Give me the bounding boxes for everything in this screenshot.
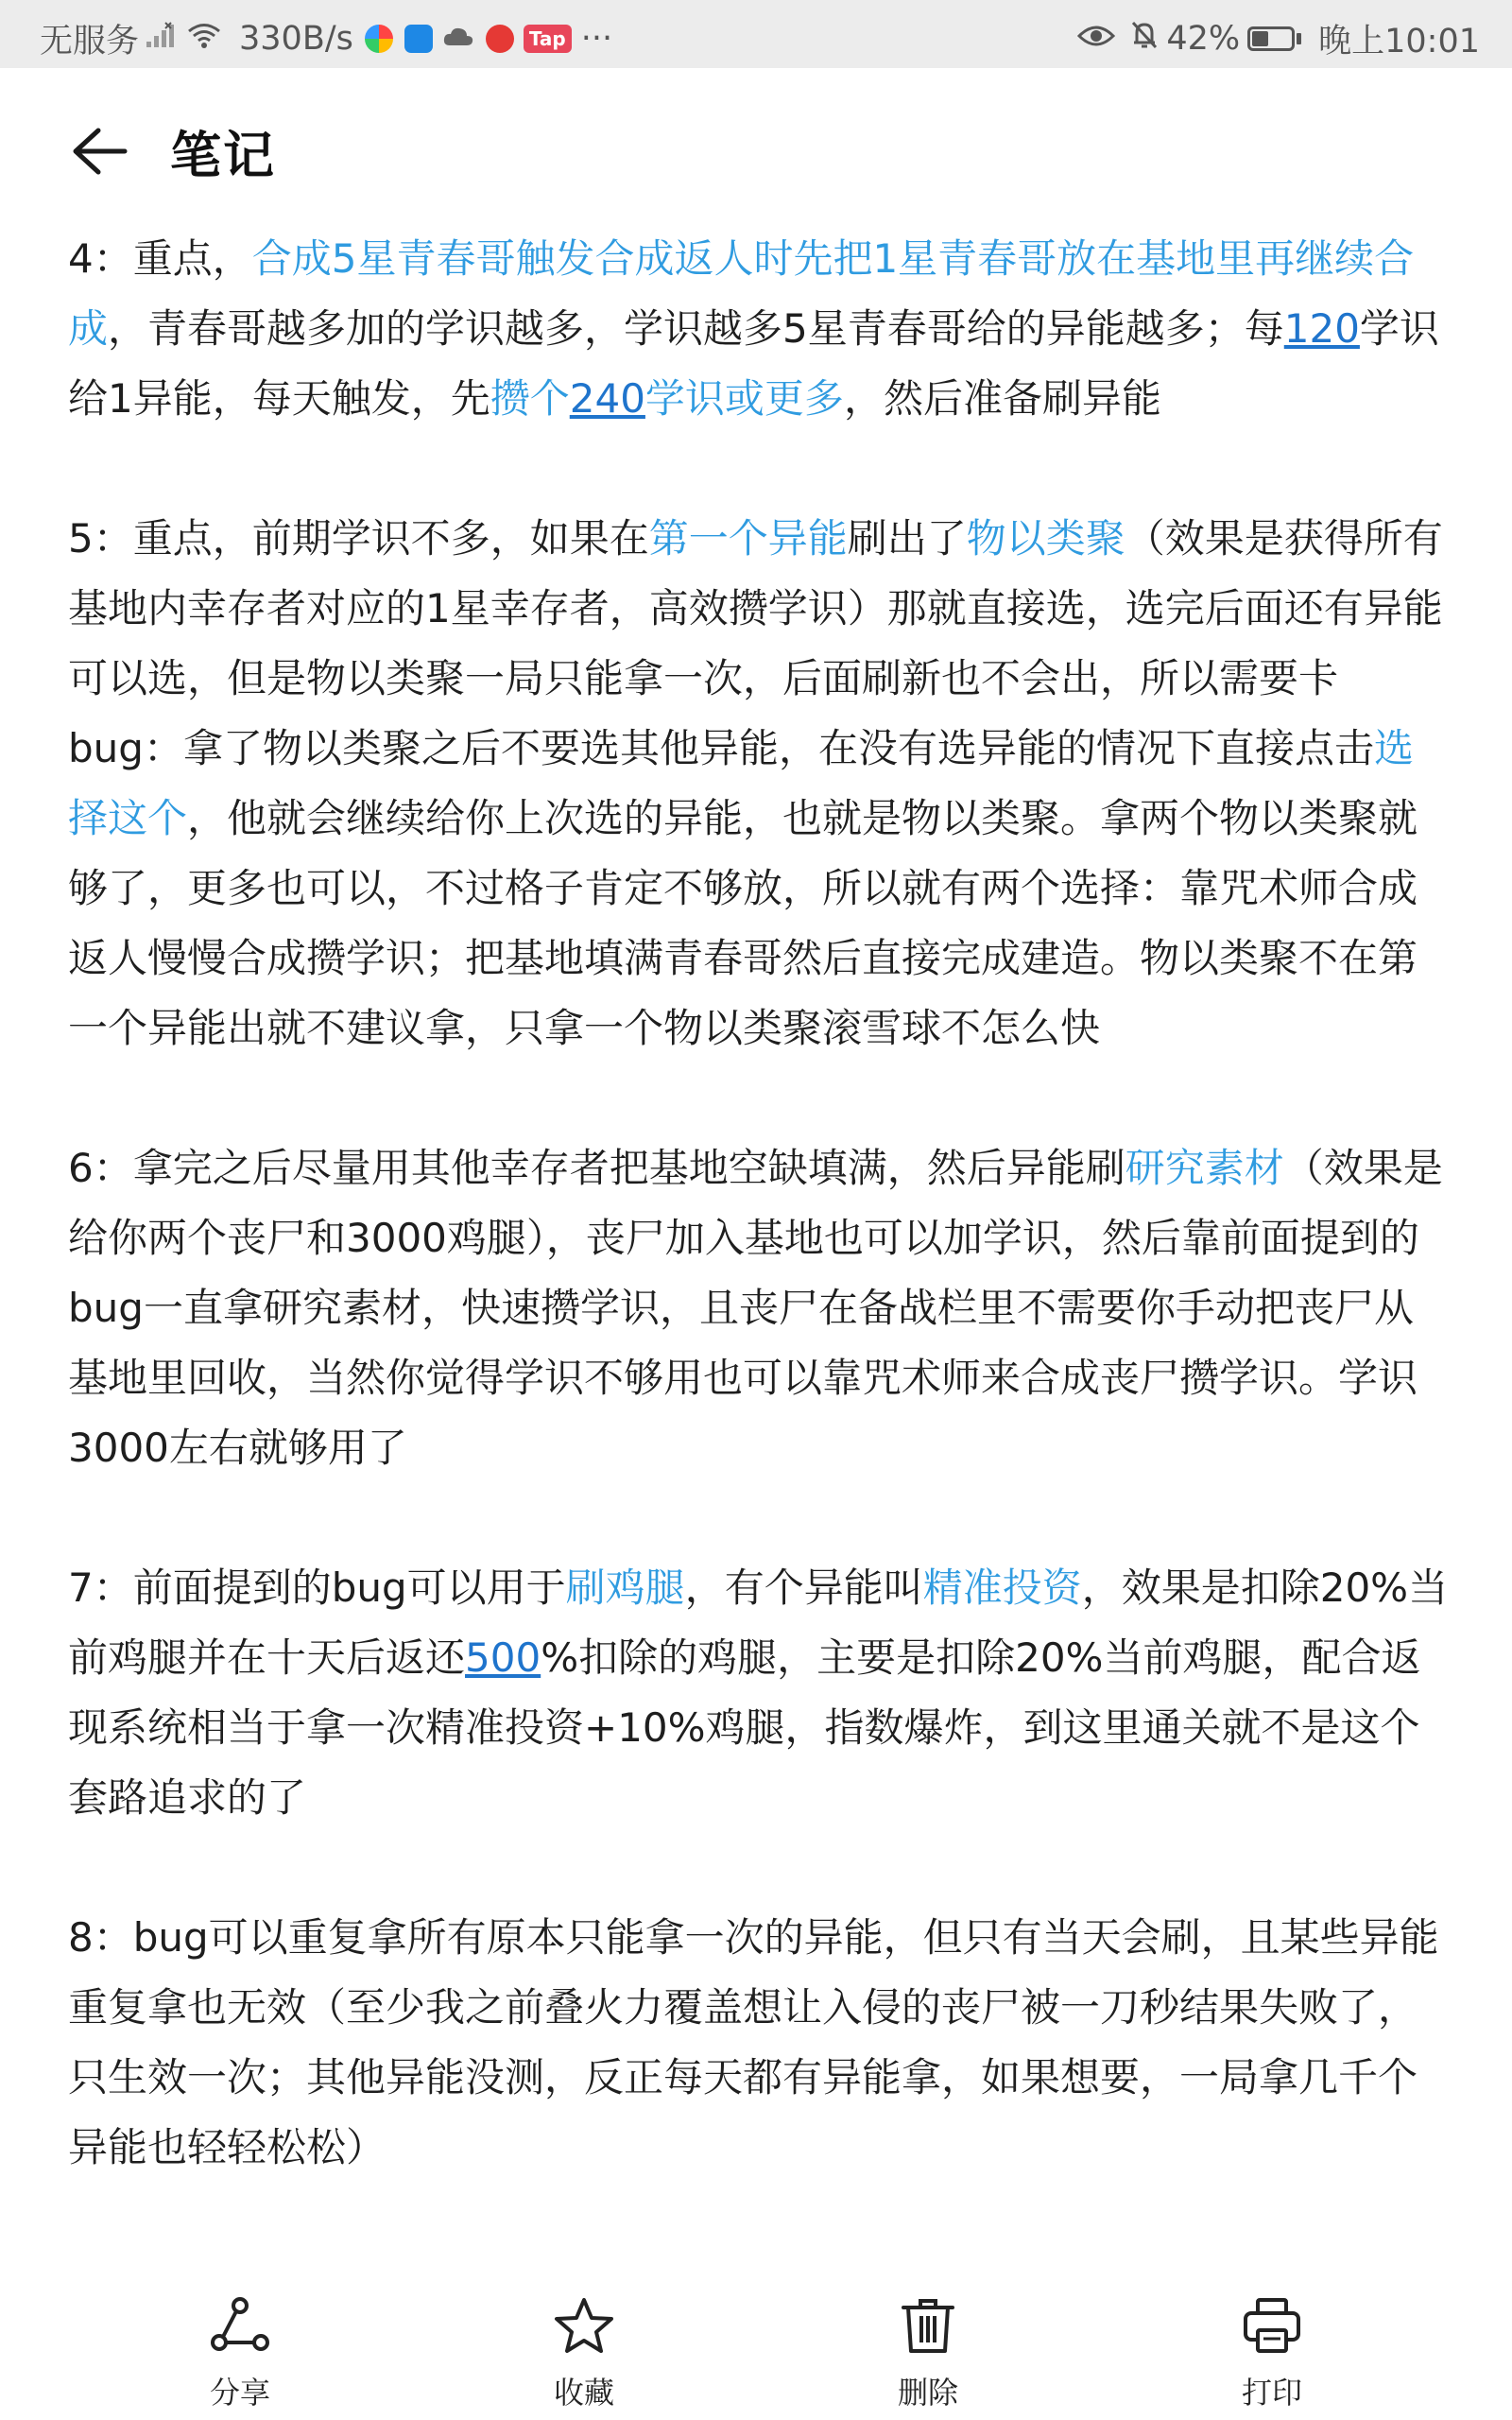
keyword-link[interactable]: 选择这个 xyxy=(68,725,1414,841)
battery-icon xyxy=(1247,26,1295,51)
keyword-link[interactable]: 物以类聚 xyxy=(966,515,1125,562)
note-text: 8：bug可以重复拿所有原本只能拿一次的异能，但只有当天会刷，且某些异能重复拿也无效（至少我之前叠火力覆盖想让入侵的丧尸被一刀秒结果失败了，只生效一次；其他异能没测，反正每天都有异能拿，如果想要，一局拿几千个异能也轻轻松松） xyxy=(68,1914,1439,2170)
number-link[interactable]: 240 xyxy=(569,375,645,422)
note-text: 4：重点， xyxy=(68,235,252,282)
note-content xyxy=(68,224,1452,2183)
header xyxy=(0,68,1512,229)
note-paragraph xyxy=(68,1553,1452,1833)
battery-tip xyxy=(1297,33,1301,44)
note-text: 学识给1异能，每天触发，先 xyxy=(68,305,1439,422)
note-paragraph xyxy=(68,504,1452,1063)
keyword-link[interactable]: 攒个 xyxy=(490,375,570,422)
note-text: 6：拿完之后尽量用其他幸存者把基地空缺填满，然后异能刷 xyxy=(68,1145,1125,1191)
share-label: 分享 xyxy=(209,2375,270,2411)
print-label: 打印 xyxy=(1241,2375,1302,2411)
number-link[interactable]: 500 xyxy=(465,1634,541,1681)
share-icon xyxy=(210,2297,270,2354)
status-left xyxy=(40,15,612,62)
page-title: 笔记 xyxy=(170,126,276,185)
favorite-button[interactable] xyxy=(490,2297,679,2412)
wifi-icon xyxy=(186,20,222,58)
app-icon-netease xyxy=(486,25,514,53)
note-text: ，有个异能叫 xyxy=(684,1564,923,1611)
printer-icon xyxy=(1242,2297,1302,2354)
status-bar xyxy=(0,0,1512,68)
mute-bell-icon xyxy=(1130,20,1159,59)
more-notifications-icon: ··· xyxy=(580,20,613,58)
battery-level xyxy=(1252,31,1268,46)
carrier-text: 无服务 xyxy=(40,23,140,60)
note-paragraph xyxy=(68,1903,1452,2183)
note-text: %扣除的鸡腿，主要是扣除20%当前鸡腿，配合返现系统相当于拿一次精准投资+10%鸡腿，指数爆炸，到这里通关就不是这个套路追求的了 xyxy=(68,1634,1421,1821)
eye-icon xyxy=(1077,20,1115,58)
clock: 晚上10:01 xyxy=(1318,23,1480,60)
signal-icon xyxy=(145,20,177,58)
delete-label: 删除 xyxy=(897,2375,958,2411)
status-right xyxy=(1077,15,1480,62)
keyword-link[interactable]: 合成5星青春哥触发合成返人时先把1星青春哥放在基地里再继续合成 xyxy=(68,235,1415,352)
number-link[interactable]: 120 xyxy=(1283,305,1360,352)
network-speed: 330B/s xyxy=(239,20,353,58)
star-icon xyxy=(554,2297,614,2354)
note-text: 刷出了 xyxy=(847,515,967,562)
delete-button[interactable] xyxy=(833,2297,1022,2412)
keyword-link[interactable]: 精准投资 xyxy=(922,1564,1082,1611)
keyword-link[interactable]: 学识或更多 xyxy=(644,375,844,422)
keyword-link[interactable]: 刷鸡腿 xyxy=(565,1564,685,1611)
app-icon-colorful xyxy=(365,25,393,53)
share-button[interactable] xyxy=(146,2297,335,2412)
tap-app-icon: Tap xyxy=(524,25,572,53)
note-text: ，他就会继续给你上次选的异能，也就是物以类聚。拿两个物以类聚就够了，更多也可以，不过格子肯定不够放，所以就有两个选择：靠咒术师合成返人慢慢合成攒学识；把基地填满青春哥然后直接完成建造。物以类聚不在第一个异能出就不建议拿，只拿一个物以类聚滚雪球不怎么快 xyxy=(68,795,1418,1051)
note-paragraph xyxy=(68,224,1452,434)
note-text: ，然后准备刷异能 xyxy=(843,375,1161,422)
note-text: 7：前面提到的bug可以用于 xyxy=(68,1564,566,1611)
keyword-link[interactable]: 研究素材 xyxy=(1125,1145,1284,1191)
print-button[interactable] xyxy=(1177,2297,1366,2412)
note-text: （效果是获得所有基地内幸存者对应的1星幸存者，高效攒学识）那就直接选，选完后面还有异能可以选，但是物以类聚一局只能拿一次，后面刷新也不会出，所以需要卡bug：拿了物以类聚之后不要选其他异能，在没有选异能的情况下直接点击 xyxy=(68,515,1443,771)
keyword-link[interactable]: 第一个异能 xyxy=(648,515,848,562)
battery-percent: 42% xyxy=(1166,20,1241,58)
app-icon-shield xyxy=(404,25,433,53)
back-button[interactable] xyxy=(57,113,142,189)
back-arrow-icon xyxy=(70,127,129,176)
note-text: 5：重点，前期学识不多，如果在 xyxy=(68,515,649,562)
cloud-icon xyxy=(442,20,474,58)
note-paragraph xyxy=(68,1133,1452,1483)
trash-icon xyxy=(898,2297,958,2354)
note-text: ，效果是扣除20%当前鸡腿并在十天后返还 xyxy=(68,1564,1449,1681)
note-text: （效果是给你两个丧尸和3000鸡腿），丧尸加入基地也可以加学识，然后靠前面提到的bug一直拿研究素材，快速攒学识，且丧尸在备战栏里不需要你手动把丧尸从基地里回收，当然你觉得学识不够用也可以靠咒术师来合成丧尸攒学识。学识3000左右就够用了 xyxy=(68,1145,1443,1471)
favorite-label: 收藏 xyxy=(553,2375,614,2411)
bottom-toolbar xyxy=(0,2259,1512,2420)
note-text: ，青春哥越多加的学识越多，学识越多5星青春哥给的异能越多；每 xyxy=(108,305,1284,352)
